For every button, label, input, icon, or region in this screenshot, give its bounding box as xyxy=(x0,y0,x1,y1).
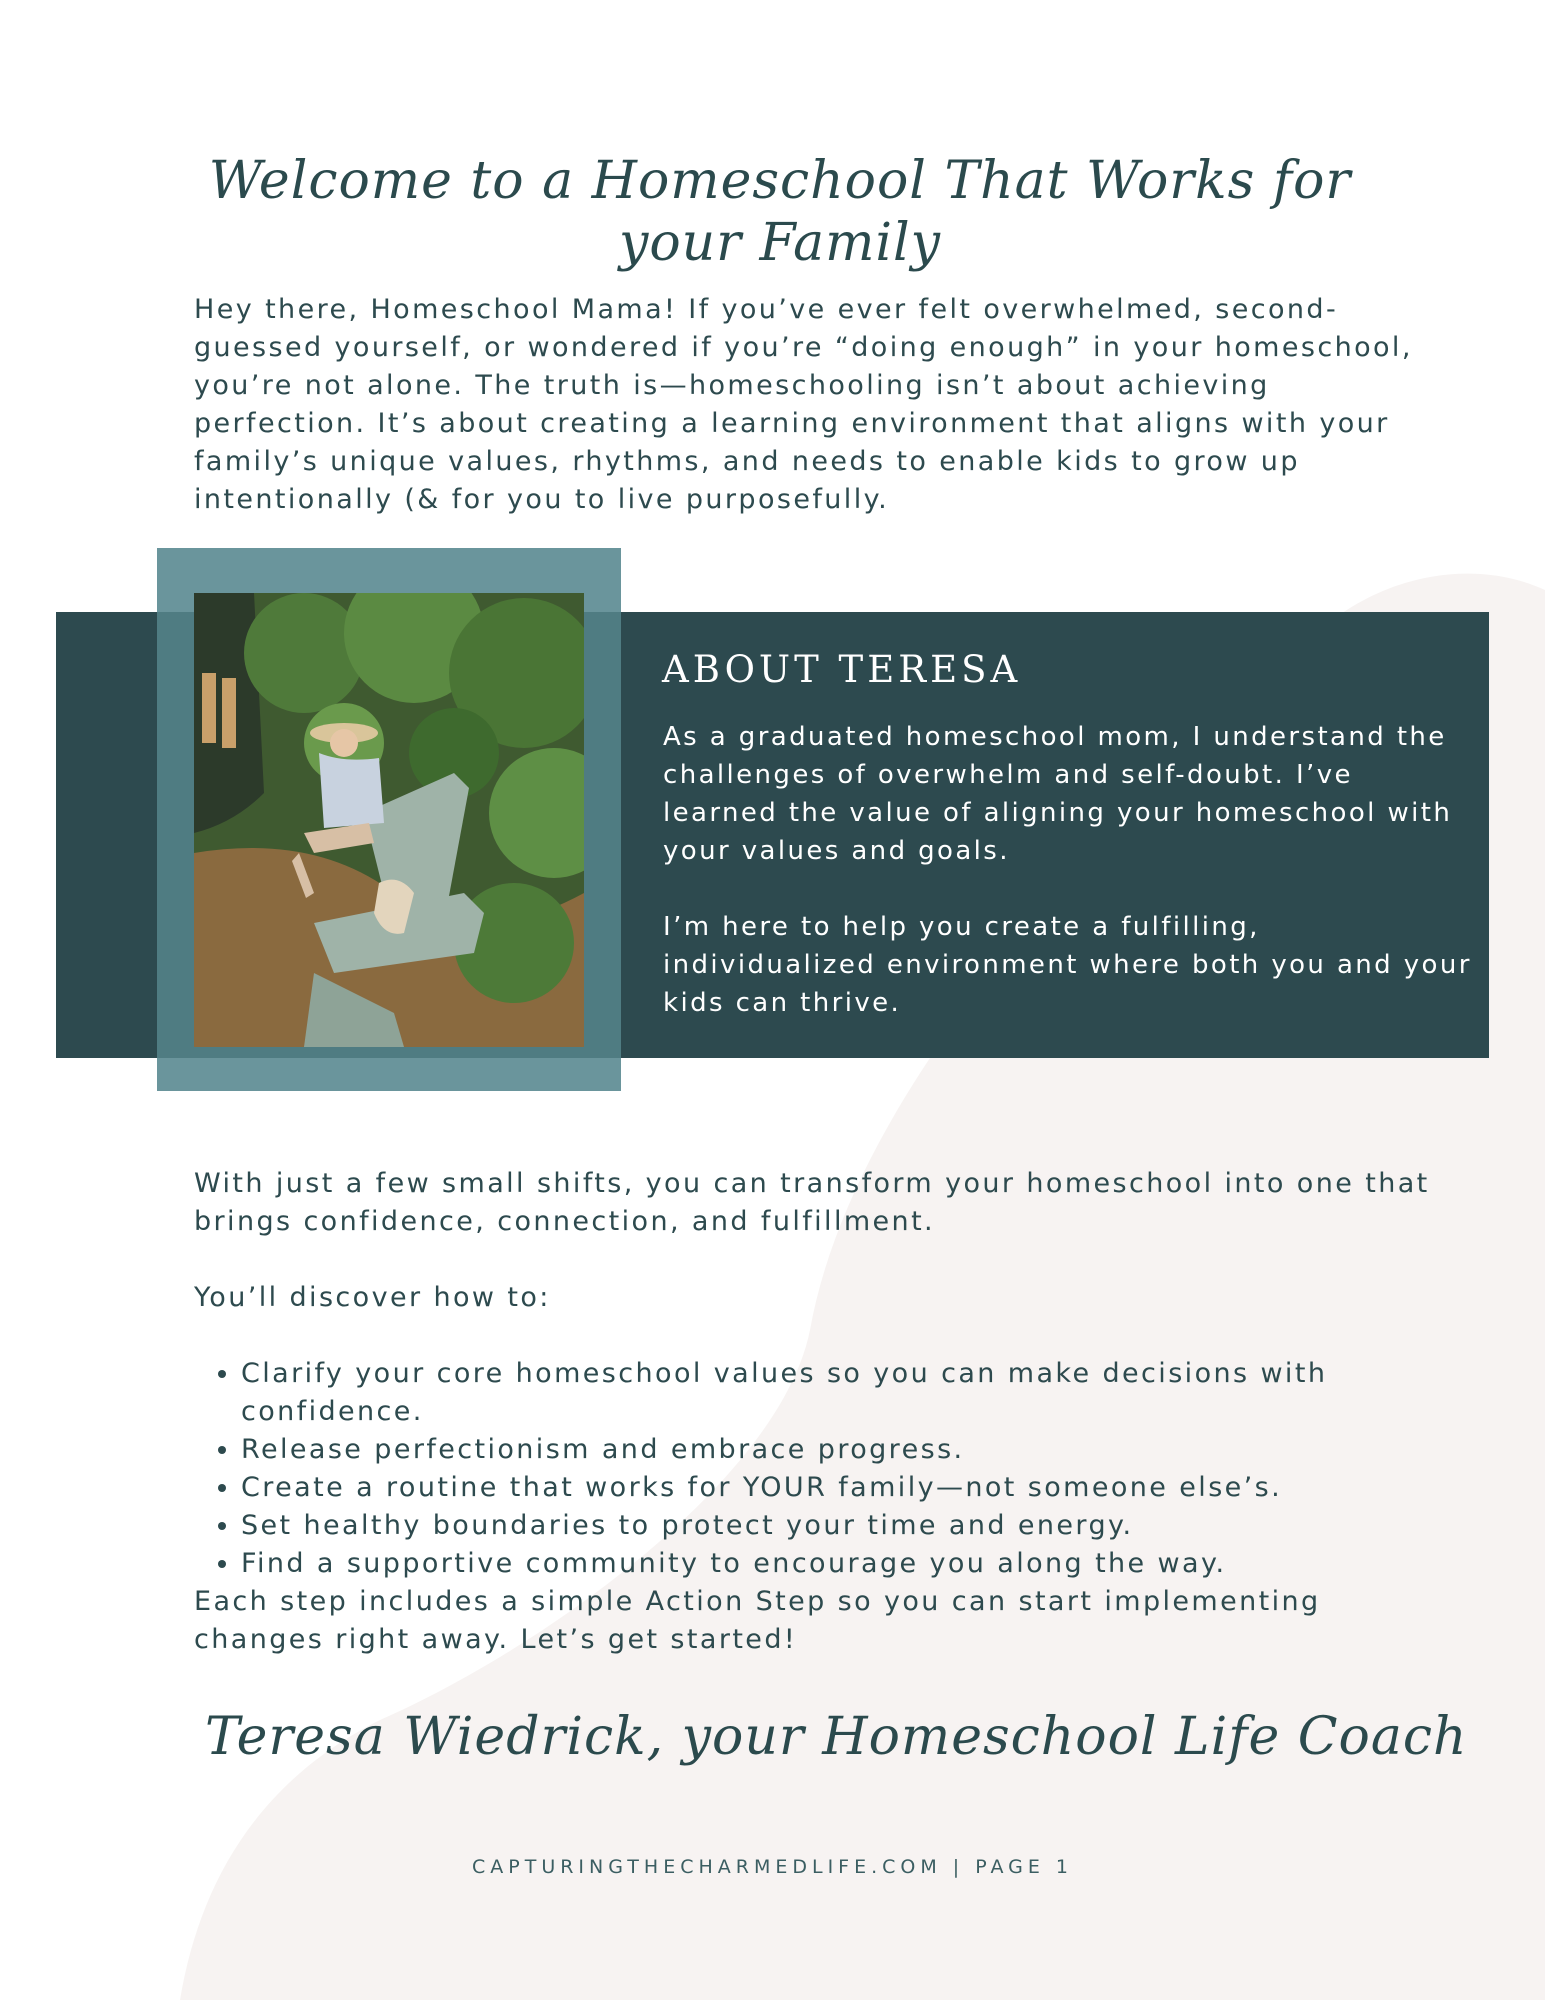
list-item: • Find a supportive community to encourage you along the way. xyxy=(241,1545,1444,1583)
about-paragraph-1: As a graduated homeschool mom, I understand the challenges of overwhelm and self-doubt. I’ve learned the value of aligning your homeschool with your values and goals. xyxy=(663,722,1453,866)
page-title: Welcome to a Homeschool That Works for your Family xyxy=(208,151,1352,274)
footer: CAPTURINGTHECHARMEDLIFE.COM | PAGE 1 xyxy=(472,1856,1073,1878)
teresa-photo xyxy=(194,593,584,1047)
about-body xyxy=(663,718,1473,1060)
list-item: • Release perfectionism and embrace progress. xyxy=(241,1431,1444,1469)
closing-paragraph: Each step includes a simple Action Step so you can start implementing changes right away. Let’s get started! xyxy=(194,1586,1321,1655)
benefits-list xyxy=(194,1355,1444,1583)
list-item: • Set healthy boundaries to protect your time and energy. xyxy=(241,1507,1444,1545)
intro-paragraph: Hey there, Homeschool Mama! If you’ve ever felt overwhelmed, second-guessed yourself, or wondered if you’re “doing enough” in your homeschool, you’re not alone. The truth is—homeschooling isn’t about achieving perfection. It’s about creating a learning environment that aligns with your family’s unique values, rhythms, and needs to enable kids to grow up intentionally (& for you to live purposefully. xyxy=(194,294,1413,515)
list-item: • Clarify your core homeschool values so you can make decisions with confidence. xyxy=(241,1355,1444,1431)
list-item: • Create a routine that works for YOUR family—not someone else’s. xyxy=(241,1469,1444,1507)
signature: Teresa Wiedrick, your Homeschool Life Coach xyxy=(205,1707,1468,1767)
discover-lead: You’ll discover how to: xyxy=(194,1282,551,1313)
transform-paragraph: With just a few small shifts, you can transform your homeschool into one that brings confidence, connection, and fulfillment. xyxy=(194,1168,1430,1237)
about-heading: ABOUT TERESA xyxy=(662,648,1022,691)
about-paragraph-2: I’m here to help you create a fulfilling, individualized environment where both you and your kids can thrive. xyxy=(663,912,1472,1018)
main-content xyxy=(194,1165,1444,1659)
